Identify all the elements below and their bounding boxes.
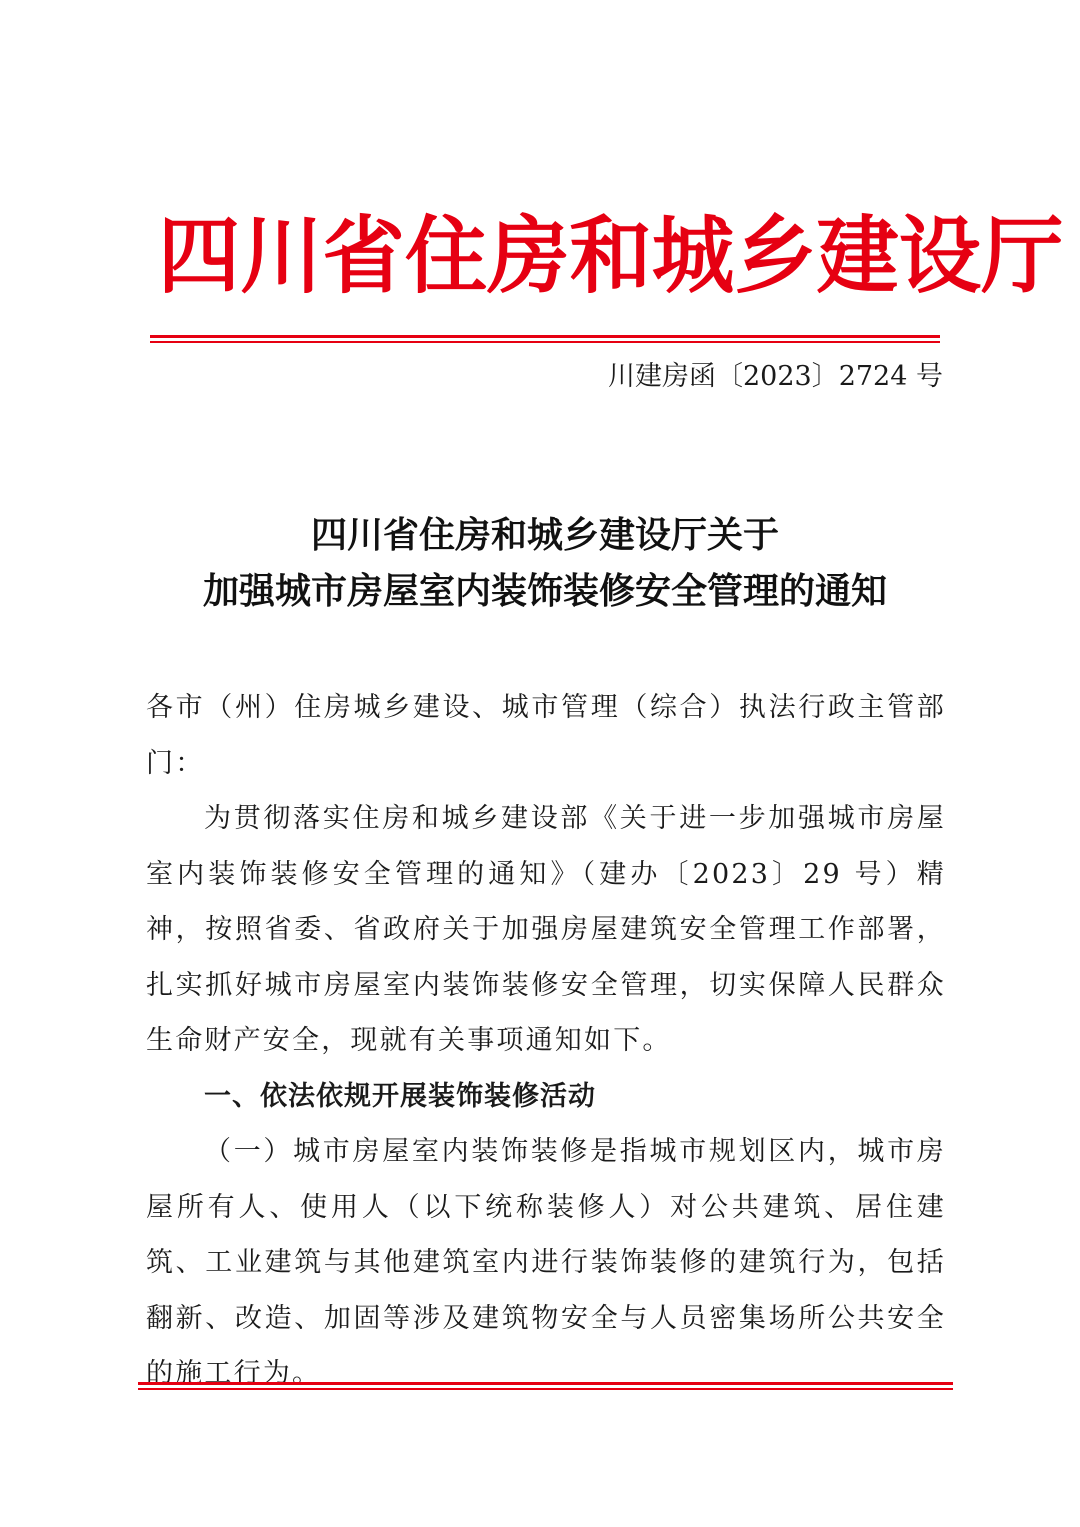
- body-paragraph-1: 为贯彻落实住房和城乡建设部《关于进一步加强城市房屋室内装饰装修安全管理的通知》（建办〔2023〕29 号）精神，按照省委、省政府关于加强房屋建筑安全管理工作部署，扎实抓好城市房屋室内装饰装修安全管理，切实保障人民群众生命财产安全，现就有关事项通知如下。: [146, 803, 946, 1056]
- document-body: [146, 680, 946, 1402]
- document-title-line-2: 加强城市房屋室内装饰装修安全管理的通知: [202, 571, 887, 612]
- document-number: 川建房函〔2023〕2724 号: [607, 361, 943, 392]
- document-title-line-1: 四川省住房和城乡建设厅关于: [310, 515, 779, 556]
- document-title: [140, 508, 950, 620]
- salutation: 各市（州）住房城乡建设、城市管理（综合）执法行政主管部门：: [146, 692, 946, 779]
- masthead-red-rule: [150, 335, 940, 343]
- footer-red-rule: [138, 1382, 953, 1390]
- section-heading-1: 一、依法依规开展装饰装修活动: [204, 1080, 596, 1112]
- body-paragraph-2: （一）城市房屋室内装饰装修是指城市规划区内，城市房屋所有人、使用人（以下统称装修人）对公共建筑、居住建筑、工业建筑与其他建筑室内进行装饰装修的建筑行为，包括翻新、改造、加固等涉及建筑物安全与人员密集场所公共安全的施工行为。: [146, 1136, 946, 1389]
- masthead-org-name: 四川省住房和城乡建设厅: [157, 207, 1064, 305]
